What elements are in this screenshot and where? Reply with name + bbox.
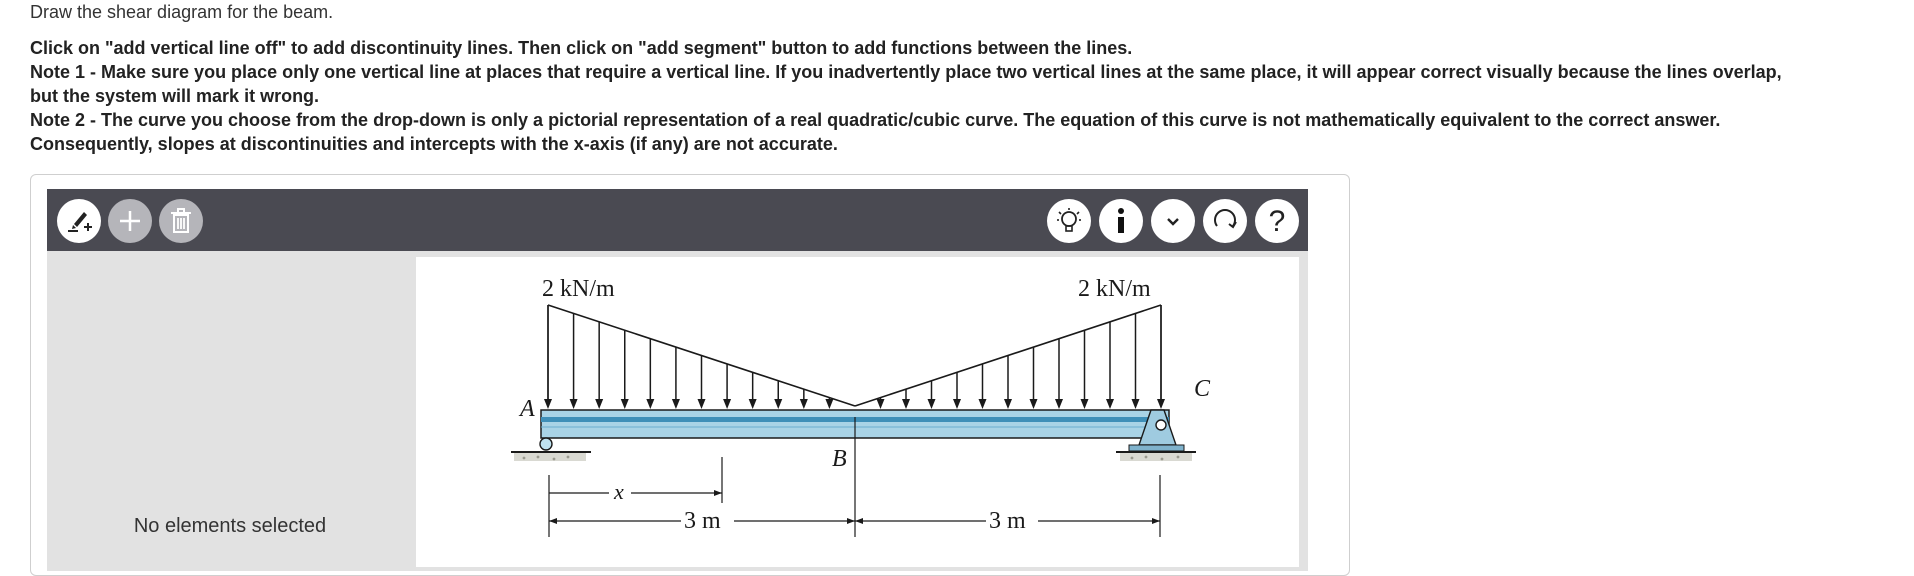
point-b-label: B (832, 446, 847, 472)
load-arrow-head (774, 399, 782, 409)
load-arrow-head (877, 399, 885, 409)
reset-button[interactable] (1203, 199, 1247, 243)
load-arrow-head (698, 399, 706, 409)
distributed-load-arrows (544, 305, 1165, 409)
load-arrow-head (1132, 399, 1140, 409)
instruction-line-1: Click on "add vertical line off" to add discontinuity lines. Then click on "add segment" button to add functions between the lines. (30, 38, 1133, 58)
info-button[interactable] (1099, 199, 1143, 243)
add-vertical-line-icon (64, 206, 94, 236)
question-intro: Draw the shear diagram for the beam. (30, 2, 334, 22)
load-label-left: 2 kN/m (542, 276, 615, 302)
reset-icon (1210, 206, 1240, 236)
dimension-left-label: 3 m (684, 508, 721, 534)
x-variable-label: x (614, 479, 624, 504)
load-arrow-head (825, 399, 833, 409)
beam-figure (416, 257, 1299, 567)
load-arrow-head (1106, 399, 1114, 409)
properties-panel (47, 251, 413, 571)
lightbulb-icon (1054, 206, 1084, 236)
add-segment-icon (116, 207, 144, 235)
info-icon (1107, 206, 1135, 236)
instructions (30, 0, 1914, 156)
svg-text:?: ? (1268, 205, 1286, 237)
delete-button[interactable] (159, 199, 203, 243)
load-arrow-head (902, 399, 910, 409)
load-arrow-head (672, 399, 680, 409)
add-vertical-line-button[interactable] (57, 199, 101, 243)
load-arrow-head (800, 399, 808, 409)
beam-diagram (416, 257, 1299, 567)
note-1-line: Note 1 - Make sure you place only one vertical line at places that require a vertical line. If you inadvertently place two vertical lines at the same place, it will appear correct visually because the lines overlap, (30, 62, 1782, 82)
load-arrow-head (979, 399, 987, 409)
chevron-down-icon (1161, 209, 1185, 233)
help-button[interactable] (1255, 199, 1299, 243)
note-2-line: Note 2 - The curve you choose from the drop-down is only a pictorial representation of a real quadratic/cubic curve. The equation of this curve is not mathematically equivalent to the correct answer. (30, 110, 1721, 130)
dimension-right-label: 3 m (989, 508, 1026, 534)
selection-status: No elements selected (133, 515, 327, 537)
toolbar (47, 189, 1308, 251)
add-segment-button[interactable] (108, 199, 152, 243)
hint-button[interactable] (1047, 199, 1091, 243)
load-arrow-head (953, 399, 961, 409)
load-arrow-head (749, 399, 757, 409)
help-icon (1263, 205, 1291, 237)
load-arrow-head (1055, 399, 1063, 409)
note-1-continued: but the system will mark it wrong. (30, 86, 320, 106)
trash-icon (168, 207, 194, 235)
note-2-continued: Consequently, slopes at discontinuities and intercepts with the x-axis (if any) are not accurate. (30, 134, 838, 154)
load-arrow-head (621, 399, 629, 409)
load-arrow-head (1030, 399, 1038, 409)
load-arrow-head (1004, 399, 1012, 409)
point-c-label: C (1194, 376, 1211, 402)
load-arrow-head (595, 399, 603, 409)
load-arrow-head (723, 399, 731, 409)
more-options-button[interactable] (1151, 199, 1195, 243)
load-arrow-head (928, 399, 936, 409)
load-arrow-head (1081, 399, 1089, 409)
load-arrow-head (570, 399, 578, 409)
roller-support-a (511, 438, 591, 461)
load-label-right: 2 kN/m (1078, 276, 1151, 302)
load-arrow-head (646, 399, 654, 409)
point-a-label: A (520, 396, 535, 422)
instruction-notes (30, 36, 1914, 156)
